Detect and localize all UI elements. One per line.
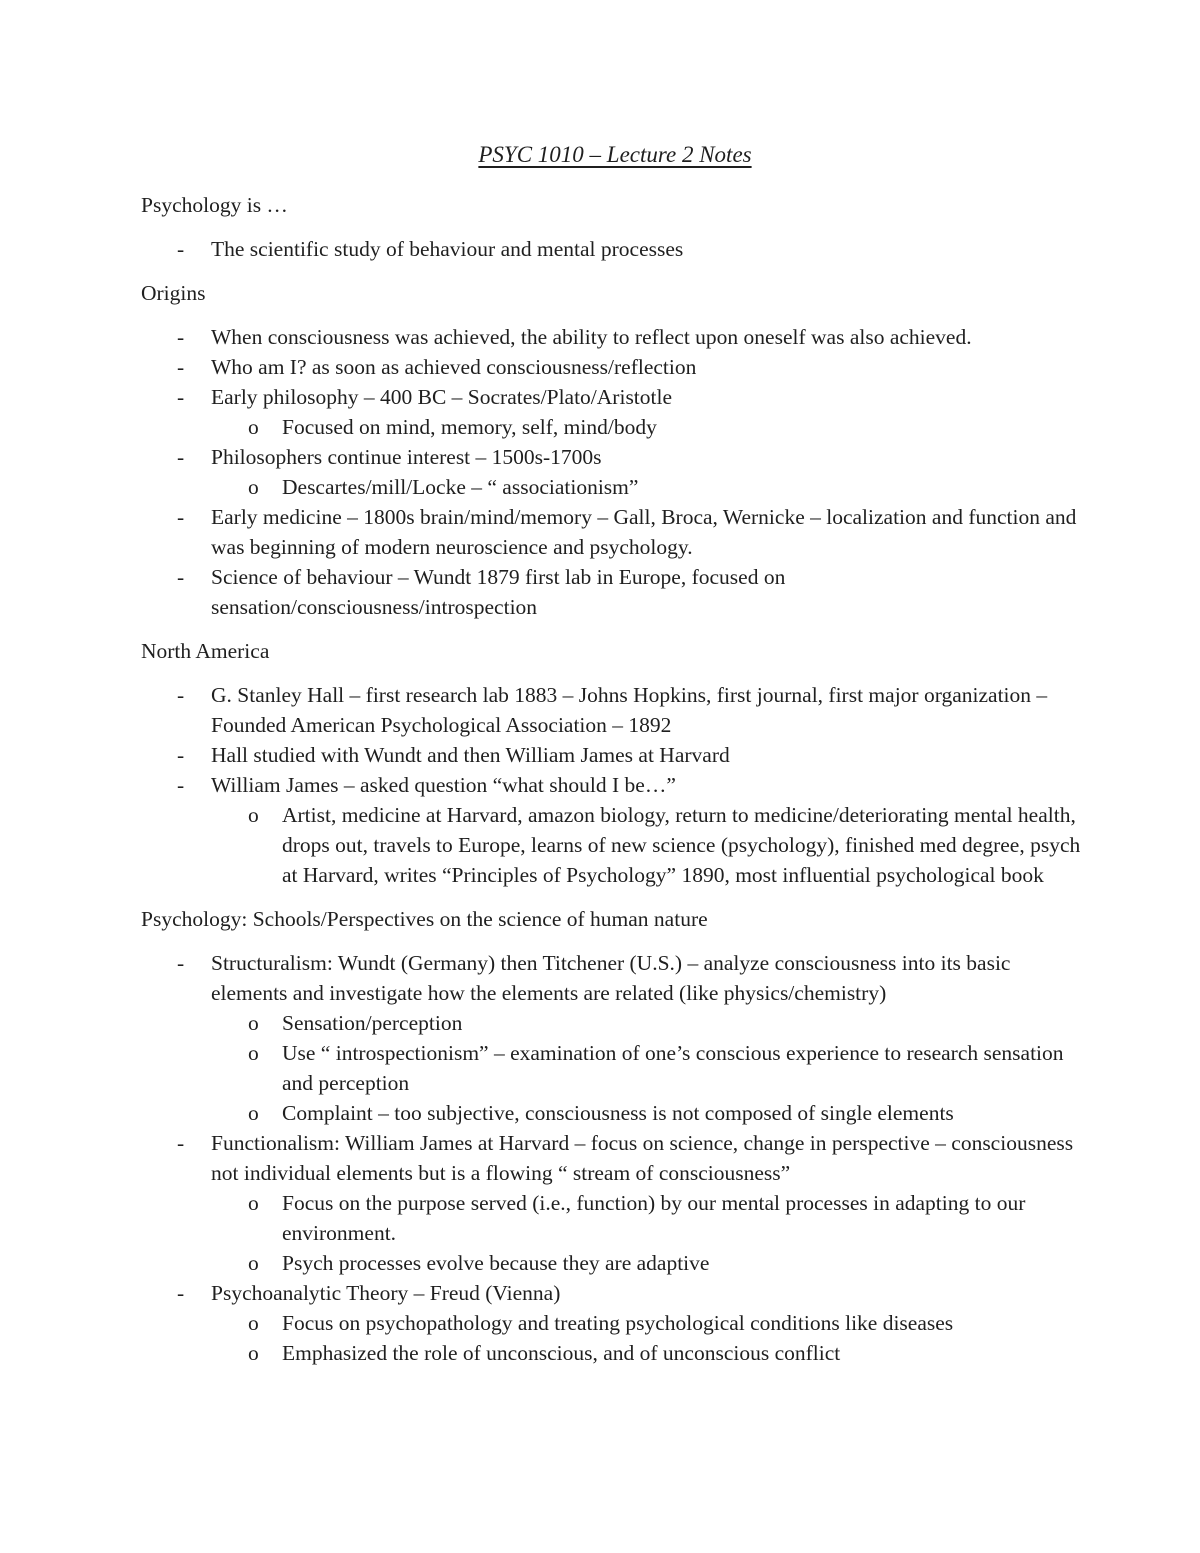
circle-bullet-icon: o	[248, 803, 259, 827]
list-item	[141, 442, 1081, 502]
section-heading: North America	[141, 639, 270, 663]
circle-bullet-icon: o	[248, 1101, 259, 1125]
list-item-text: Science of behaviour – Wundt 1879 first lab in Europe, focused on sensation/consciousness/introspection	[211, 565, 786, 619]
circle-bullet-icon: o	[248, 1191, 259, 1215]
sub-list-item-text: Focus on psychopathology and treating psychological conditions like diseases	[282, 1311, 954, 1335]
sub-list-item-text: Emphasized the role of unconscious, and of unconscious conflict	[282, 1341, 841, 1365]
list-item-text: Hall studied with Wundt and then William James at Harvard	[211, 743, 730, 767]
list-item	[141, 740, 1081, 770]
sub-list-item	[211, 800, 1081, 890]
sub-list-item-text: Psych processes evolve because they are adaptive	[282, 1251, 710, 1275]
dash-bullet-icon: -	[177, 565, 185, 589]
sub-list-item	[211, 1248, 1081, 1278]
list-item-text: Early medicine – 1800s brain/mind/memory – Gall, Broca, Wernicke – localization and function and was beginning of modern neuroscience and psychology.	[211, 505, 1077, 559]
list-item-text: Psychoanalytic Theory – Freud (Vienna)	[211, 1281, 561, 1305]
sub-bullet-list	[211, 412, 1081, 442]
bullet-list	[141, 322, 1081, 622]
list-item-text: The scientific study of behaviour and mental processes	[211, 237, 684, 261]
circle-bullet-icon: o	[248, 1011, 259, 1035]
sub-list-item	[211, 1308, 1081, 1338]
bullet-list	[141, 680, 1081, 890]
sub-list-item	[211, 412, 1081, 442]
list-item	[141, 562, 1081, 622]
list-item	[141, 322, 1081, 352]
dash-bullet-icon: -	[177, 385, 185, 409]
sub-list-item	[211, 472, 1081, 502]
sub-bullet-list	[211, 1188, 1081, 1278]
notes-body	[141, 190, 1081, 1368]
sub-list-item	[211, 1038, 1081, 1098]
sub-list-item-text: Artist, medicine at Harvard, amazon biology, return to medicine/deteriorating mental health, drops out, travels to Europe, learns of new science (psychology), finished med degree, psych at Harvard, writes “Principles of Psychology” 1890, most influential psychological book	[282, 803, 1081, 887]
list-item-text: Philosophers continue interest – 1500s-1700s	[211, 445, 602, 469]
dash-bullet-icon: -	[177, 505, 185, 529]
list-item	[141, 352, 1081, 382]
circle-bullet-icon: o	[248, 1311, 259, 1335]
sub-list-item	[211, 1338, 1081, 1368]
list-item-text: G. Stanley Hall – first research lab 1883 – Johns Hopkins, first journal, first major organization – Founded American Psychological Association – 1892	[211, 683, 1048, 737]
list-item-text: Structuralism: Wundt (Germany) then Titchener (U.S.) – analyze consciousness into its basic elements and investigate how the elements are related (like physics/chemistry)	[211, 951, 1011, 1005]
dash-bullet-icon: -	[177, 237, 185, 261]
sub-bullet-list	[211, 800, 1081, 890]
sub-list-item-text: Descartes/mill/Locke – “ associationism”	[282, 475, 639, 499]
list-item	[141, 680, 1081, 740]
circle-bullet-icon: o	[248, 415, 259, 439]
sub-bullet-list	[211, 472, 1081, 502]
list-item-text: William James – asked question “what should I be…”	[211, 773, 676, 797]
list-item-text: Early philosophy – 400 BC – Socrates/Plato/Aristotle	[211, 385, 673, 409]
list-item	[141, 382, 1081, 442]
dash-bullet-icon: -	[177, 325, 185, 349]
dash-bullet-icon: -	[177, 445, 185, 469]
section-heading: Origins	[141, 281, 206, 305]
dash-bullet-icon: -	[177, 1131, 185, 1155]
dash-bullet-icon: -	[177, 355, 185, 379]
page-title: PSYC 1010 – Lecture 2 Notes	[478, 142, 752, 167]
dash-bullet-icon: -	[177, 773, 185, 797]
dash-bullet-icon: -	[177, 1281, 185, 1305]
sub-list-item	[211, 1008, 1081, 1038]
list-item	[141, 948, 1081, 1128]
list-item	[141, 1128, 1081, 1278]
list-item-text: When consciousness was achieved, the ability to reflect upon oneself was also achieved.	[211, 325, 972, 349]
sub-list-item-text: Complaint – too subjective, consciousness is not composed of single elements	[282, 1101, 954, 1125]
list-item-text: Functionalism: William James at Harvard – focus on science, change in perspective – consciousness not individual elements but is a flowing “ stream of consciousness”	[211, 1131, 1074, 1185]
section-heading: Psychology: Schools/Perspectives on the science of human nature	[141, 907, 708, 931]
sub-list-item-text: Use “ introspectionism” – examination of one’s conscious experience to research sensation and perception	[282, 1041, 1064, 1095]
sub-list-item-text: Focused on mind, memory, self, mind/body	[282, 415, 657, 439]
sub-list-item	[211, 1188, 1081, 1248]
circle-bullet-icon: o	[248, 1251, 259, 1275]
sub-list-item-text: Sensation/perception	[282, 1011, 463, 1035]
document-page	[141, 140, 1081, 1382]
list-item	[141, 234, 1081, 264]
bullet-list	[141, 234, 1081, 264]
sub-bullet-list	[211, 1308, 1081, 1368]
circle-bullet-icon: o	[248, 475, 259, 499]
dash-bullet-icon: -	[177, 683, 185, 707]
list-item	[141, 1278, 1081, 1368]
dash-bullet-icon: -	[177, 743, 185, 767]
sub-list-item-text: Focus on the purpose served (i.e., function) by our mental processes in adapting to our environment.	[282, 1191, 1026, 1245]
list-item	[141, 502, 1081, 562]
sub-list-item	[211, 1098, 1081, 1128]
bullet-list	[141, 948, 1081, 1368]
circle-bullet-icon: o	[248, 1041, 259, 1065]
list-item-text: Who am I? as soon as achieved consciousness/reflection	[211, 355, 697, 379]
dash-bullet-icon: -	[177, 951, 185, 975]
circle-bullet-icon: o	[248, 1341, 259, 1365]
sub-bullet-list	[211, 1008, 1081, 1128]
list-item	[141, 770, 1081, 890]
section-heading: Psychology is …	[141, 193, 288, 217]
